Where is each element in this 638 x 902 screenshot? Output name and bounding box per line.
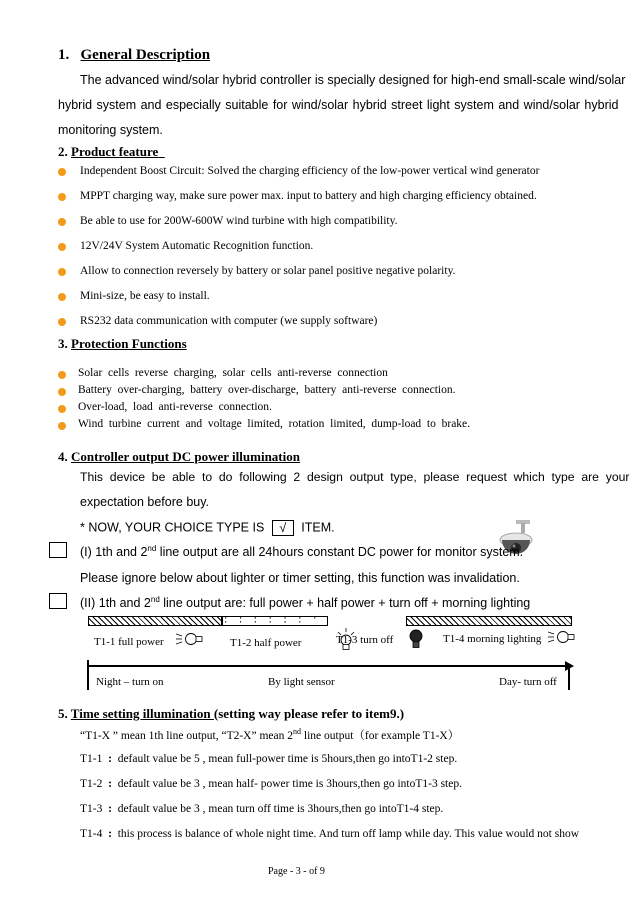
timeline-axis — [87, 665, 567, 667]
option-1-text — [80, 545, 523, 559]
bullet-icon — [58, 405, 66, 413]
option-1-label-b: line output are all 24hours constant DC power for monitor system. — [156, 545, 524, 559]
timeline-end-tick — [568, 667, 570, 690]
timer-item-key: T1-4 — [80, 828, 103, 840]
section-4-title: Controller output DC power illumination — [71, 449, 300, 464]
section-3-title: Protection Functions — [71, 336, 187, 351]
section-1-title: General Description — [80, 47, 211, 63]
timeline-label-full-power: T1-1 full power — [94, 636, 164, 648]
timer-item-key: T1-3 — [80, 803, 103, 815]
feature-item-6: Mini-size, be easy to install. — [80, 290, 210, 302]
timer-item-text: default value be 3 , mean turn off time is 3hours,then go intoT1-4 step. — [117, 803, 444, 815]
timeline-bar-morning — [406, 616, 572, 626]
section-3-number: 3. — [58, 336, 68, 351]
check-mark-icon: √ — [279, 521, 287, 535]
lamp-off-icon — [408, 627, 424, 656]
bullet-icon — [58, 243, 66, 251]
section-5-intro-a: “T1-X ” mean 1th line output, “T2-X” mean 2 — [80, 730, 293, 742]
choice-suffix: ITEM. — [301, 520, 335, 535]
timer-item-1: T1-1 : default value be 5 , mean full-power time is 5hours,then go intoT1-2 step. — [80, 753, 458, 765]
option-1-note: Please ignore below about lighter or timer setting, this function was invalidation. — [80, 571, 520, 585]
protection-item-2: Battery over-charging, battery over-discharge, battery anti-reverse connection. — [78, 384, 456, 396]
bullet-icon — [58, 268, 66, 276]
bullet-icon — [58, 193, 66, 201]
bullet-icon — [58, 218, 66, 226]
option-2-label-a: (II) 1th and 2 — [80, 596, 151, 610]
protection-item-4: Wind turbine current and voltage limited, rotation limited, dump-load to brake. — [78, 418, 471, 430]
option-2-checkbox[interactable] — [49, 593, 67, 609]
section-5-intro-sup: nd — [293, 727, 301, 737]
option-1-label-a: (I) 1th and 2 — [80, 545, 148, 559]
section-4-intro-line-2: expectation before buy. — [80, 495, 210, 509]
timer-item-key: T1-2 — [80, 778, 103, 790]
option-2-text — [80, 596, 530, 610]
bullet-icon — [58, 168, 66, 176]
section-4-heading — [58, 449, 300, 465]
section-5-intro — [80, 727, 459, 743]
feature-item-7: RS232 data communication with computer (we supply software) — [80, 315, 378, 327]
page-number: Page - 3 - of 9 — [268, 866, 325, 877]
feature-item-4: 12V/24V System Automatic Recognition function. — [80, 240, 314, 252]
lamp-on-icon — [176, 630, 204, 653]
timeline-bottom-right: Day- turn off — [499, 676, 557, 688]
section-2-number: 2. — [58, 144, 68, 159]
timer-item-key: T1-1 — [80, 753, 103, 765]
section-1-para-line-2: hybrid system and especially suitable for wind/solar hybrid street light system and wind/solar hybrid — [58, 98, 619, 112]
timer-item-text: default value be 5 , mean full-power time is 5hours,then go intoT1-2 step. — [117, 753, 458, 765]
bullet-icon — [58, 388, 66, 396]
section-1-heading — [58, 47, 210, 64]
section-5-heading — [58, 706, 404, 722]
section-5-title: Time setting illumination — [70, 706, 214, 721]
feature-item-2: MPPT charging way, make sure power max. input to battery and high charging efficiency obtained. — [80, 190, 537, 202]
timer-item-text: this process is balance of whole night time. And turn off lamp while day. This value would not show — [117, 828, 580, 840]
section-2-title: Product feature — [71, 144, 159, 159]
section-3-heading — [58, 336, 187, 352]
section-4-number: 4. — [58, 449, 68, 464]
section-4-intro-line-1: This device be able to do following 2 design output type, please request which type are your — [80, 470, 630, 484]
timeline-label-half-power: T1-2 half power — [230, 637, 302, 649]
section-2-heading — [58, 144, 165, 160]
protection-item-3: Over-load, load anti-reverse connection. — [78, 401, 272, 413]
bullet-icon — [58, 318, 66, 326]
section-1-para-line-3: monitoring system. — [58, 123, 163, 137]
bullet-icon — [58, 293, 66, 301]
option-1-sup: nd — [147, 543, 157, 553]
timer-item-2: T1-2 : default value be 3 , mean half- power time is 3hours,then go intoT1-3 step. — [80, 778, 462, 790]
section-5-title-rest: (setting way please refer to item9.) — [213, 706, 405, 721]
section-5-intro-b: line output（for example T1-X） — [301, 730, 460, 742]
timeline-label-morning: T1-4 morning lighting — [443, 633, 542, 645]
lamp-morning-icon — [548, 628, 576, 651]
timeline-bar-half-power: · · · · · · · · · · · · · — [222, 616, 328, 626]
choice-type-line — [80, 520, 335, 536]
bullet-icon — [58, 371, 66, 379]
timer-item-text: default value be 3 , mean half- power time is 3hours,then go intoT1-3 step. — [117, 778, 462, 790]
feature-item-1: Independent Boost Circuit: Solved the charging efficiency of the low-power vertical wind generator — [80, 165, 540, 177]
timeline-bar-turn-off — [328, 616, 404, 626]
section-1-para-line-1: The advanced wind/solar hybrid controller is specially designed for high-end small-scale wind/solar — [80, 73, 626, 87]
option-2-label-b: line output are: full power + half power + turn off + morning lighting — [159, 596, 531, 610]
option-2-sup: nd — [150, 594, 160, 604]
section-5-number: 5. — [58, 706, 68, 721]
feature-item-3: Be able to use for 200W-600W wind turbine with high compatibility. — [80, 215, 398, 227]
protection-item-1: Solar cells reverse charging, solar cells anti-reverse connection — [78, 367, 388, 379]
choice-mark-box — [272, 520, 294, 536]
timeline-label-turn-off: T1-3 turn off — [336, 634, 394, 646]
timeline-bottom-mid: By light sensor — [268, 676, 335, 688]
choice-prefix: * NOW, YOUR CHOICE TYPE IS — [80, 520, 265, 535]
timer-item-3: T1-3 : default value be 3 , mean turn off time is 3hours,then go intoT1-4 step. — [80, 803, 444, 815]
option-1-checkbox[interactable] — [49, 542, 67, 558]
feature-item-5: Allow to connection reversely by battery or solar panel positive negative polarity. — [80, 265, 456, 277]
bullet-icon — [58, 422, 66, 430]
timeline-bar-full-power — [88, 616, 222, 626]
section-1-number: 1. — [58, 47, 70, 63]
timer-item-4: T1-4 : this process is balance of whole night time. And turn off lamp while day. This value would not show — [80, 828, 580, 840]
timeline-bottom-left: Night – turn on — [96, 676, 164, 688]
